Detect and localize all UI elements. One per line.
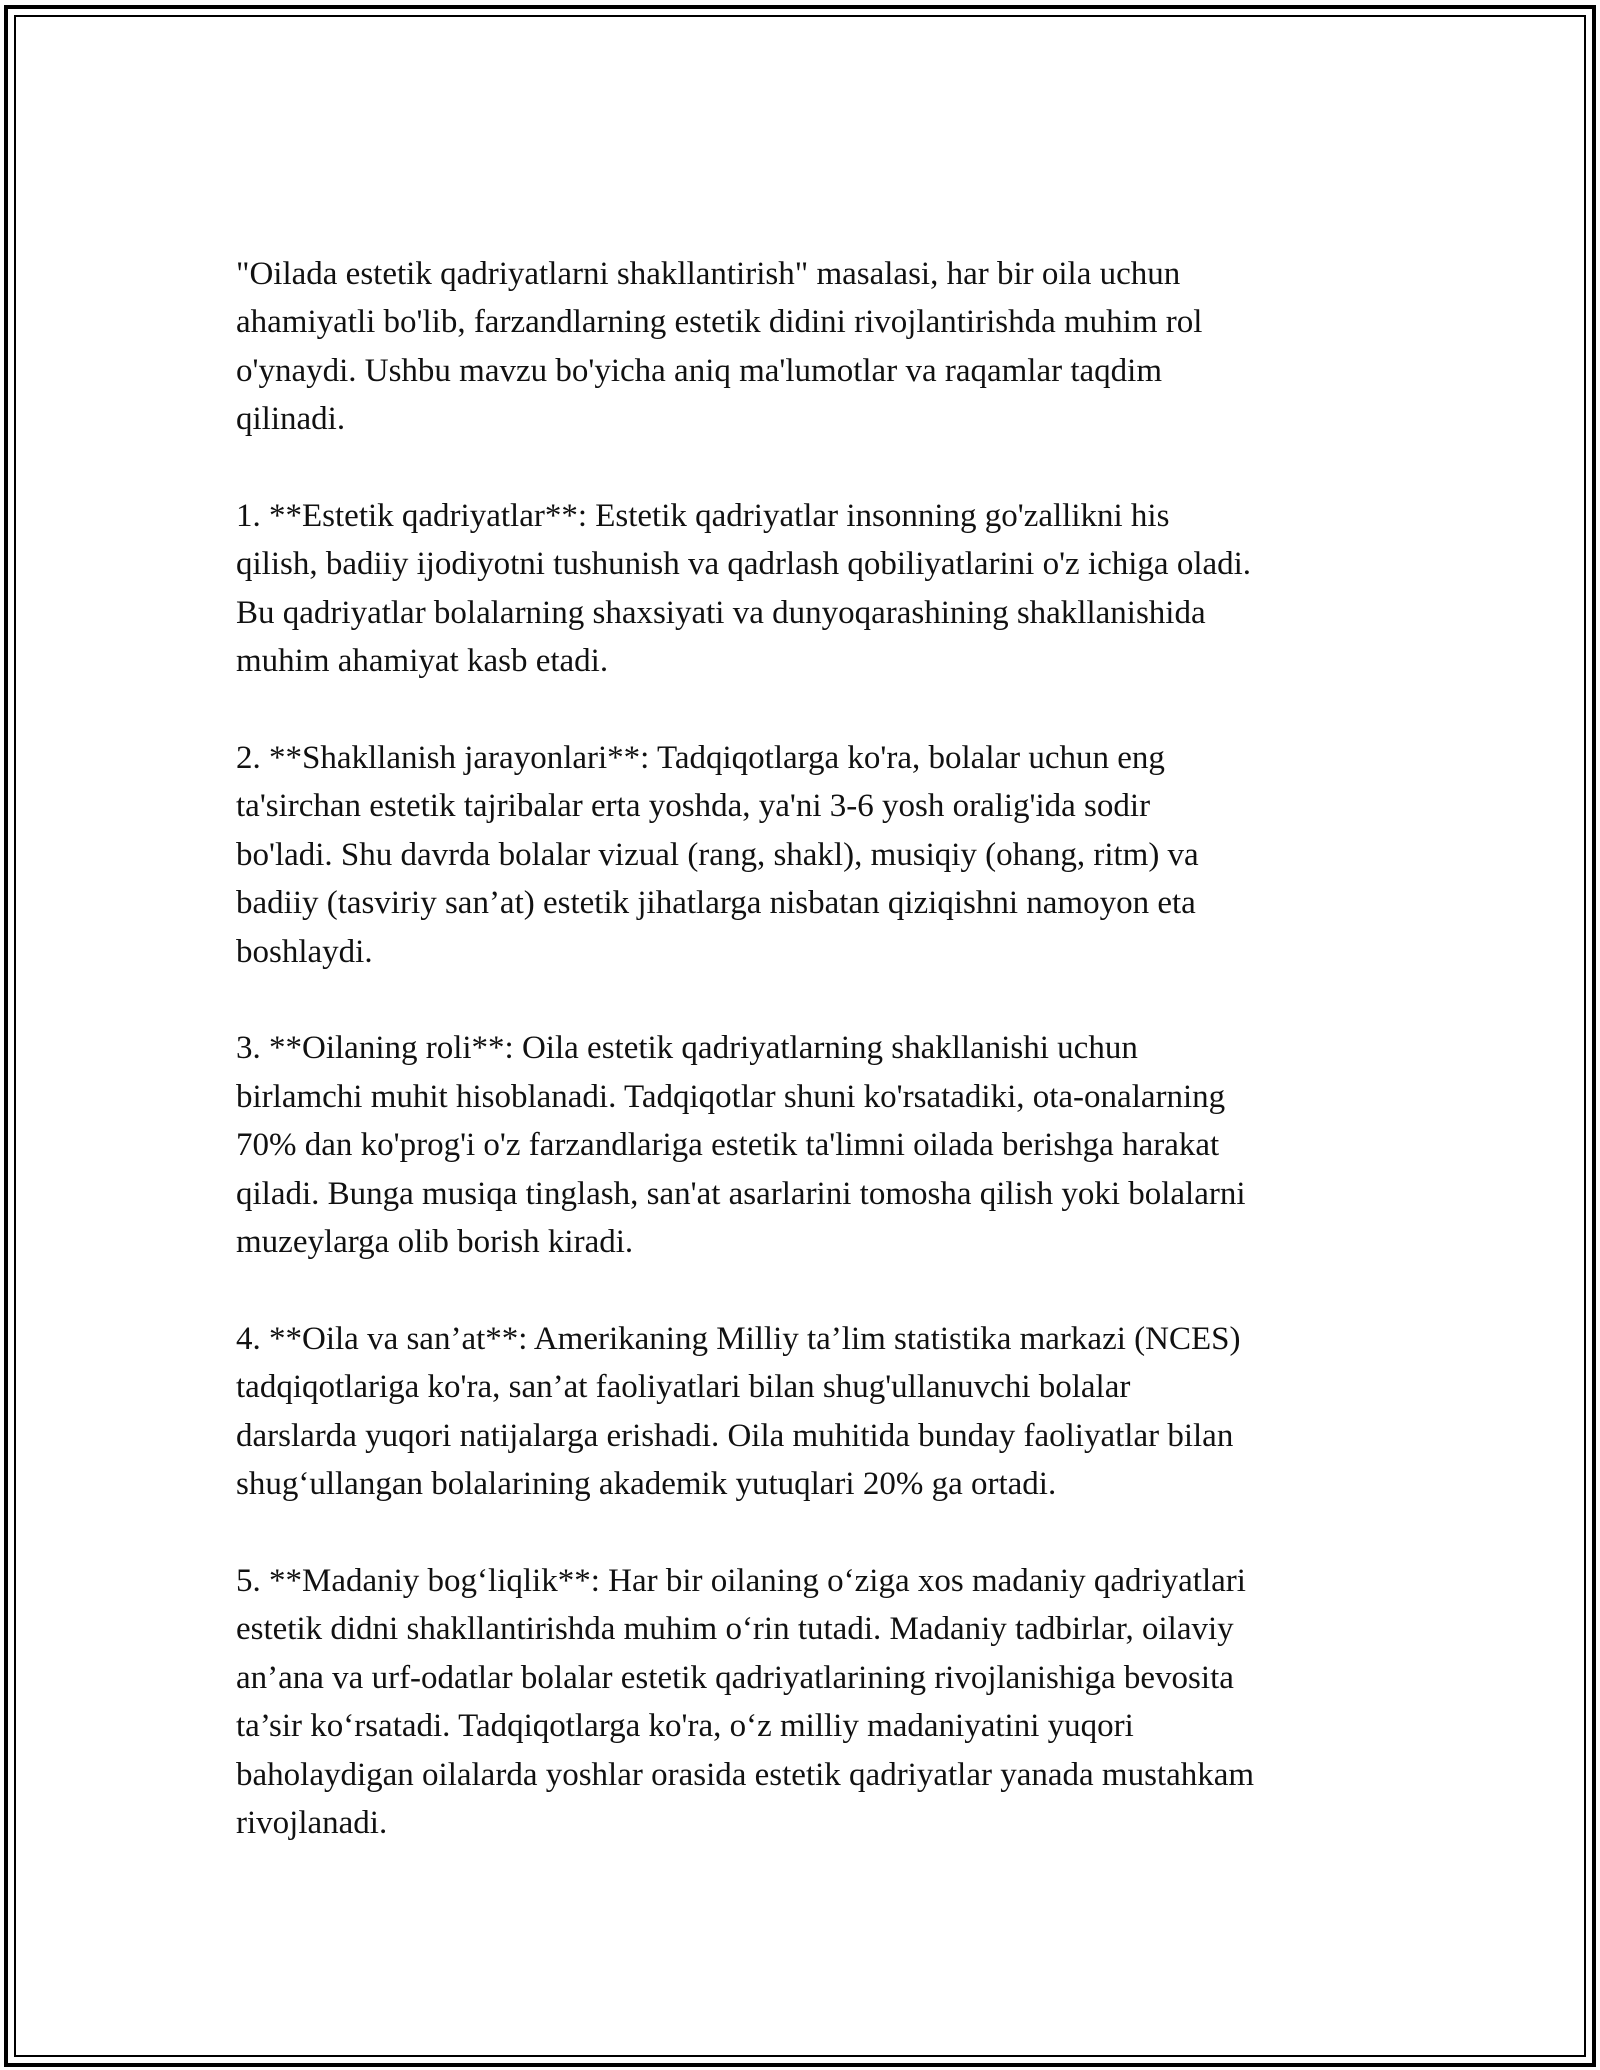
list-item-oila-va-sanat: 4. **Oila va san’at**: Amerikaning Milliy ta’lim statistika markazi (NCES) tadqiqotlariga ko'ra, san’at faoliyatlari bilan shug'ullanuvchi bolalar darslarda yuqori natijalarga erishadi. Oila muhitida bunday faoliyatlar bilan shug‘ullangan bolalarining akademik yutuqlari 20% ga ortadi. (236, 1320, 1241, 1503)
list-item-oilaning-roli: 3. **Oilaning roli**: Oila estetik qadriyatlarning shakllanishi uchun birlamchi muhit hisoblanadi. Tadqiqotlar shuni ko'rsatadiki, ota-onalarning 70% dan ko'prog'i o'z farzandlariga estetik ta'limni oilada berishga harakat qiladi. Bunga musiqa tinglash, san'at asarlarini tomosha qilish yoki bolalarni muzeylarga olib borish kiradi. (236, 1030, 1246, 1261)
list-item-shakllanish-jarayonlari: 2. **Shakllanish jarayonlari**: Tadqiqotlarga ko'ra, bolalar uchun eng ta'sirchan estetik tajribalar erta yoshda, ya'ni 3-6 yosh oralig'ida sodir bo'ladi. Shu davrda bolalar vizual (rang, shakl), musiqiy (ohang, ritm) va badiiy (tasviriy san’at) estetik jihatlarga nisbatan qiziqishni namoyon eta boshlaydi. (236, 740, 1199, 970)
intro-paragraph: "Oilada estetik qadriyatlarni shakllantirish" masalasi, har bir oila uchun ahamiyatli bo'lib, farzandlarning estetik didini rivojlantirishda muhim rol o'ynaydi. Ushbu mavzu bo'yicha aniq ma'lumotlar va raqamlar taqdim qilinadi. (236, 256, 1203, 438)
list-item-madaniy-bogliqlik: 5. **Madaniy bog‘liqlik**: Har bir oilaning o‘ziga xos madaniy qadriyatlari estetik didni shakllantirishda muhim o‘rin tutadi. Madaniy tadbirlar, oilaviy an’ana va urf-odatlar bolalar estetik qadriyatlarining rivojlanishiga bevosita ta’sir ko‘rsatadi. Tadqiqotlarga ko'ra, o‘z milliy madaniyatini yuqori baholaydigan oilalarda yoshlar orasida estetik qadriyatlar yanada mustahkam rivojlanadi. (236, 1562, 1255, 1841)
list-item-estetik-qadriyatlar: 1. **Estetik qadriyatlar**: Estetik qadriyatlar insonning go'zallikni his qilish, badiiy ijodiyotni tushunish va qadrlash qobiliyatlarini o'z ichiga oladi. Bu qadriyatlar bolalarning shaxsiyati va dunyoqarashining shakllanishida muhim ahamiyat kasb etadi. (236, 498, 1252, 680)
document-body (236, 250, 1386, 1896)
